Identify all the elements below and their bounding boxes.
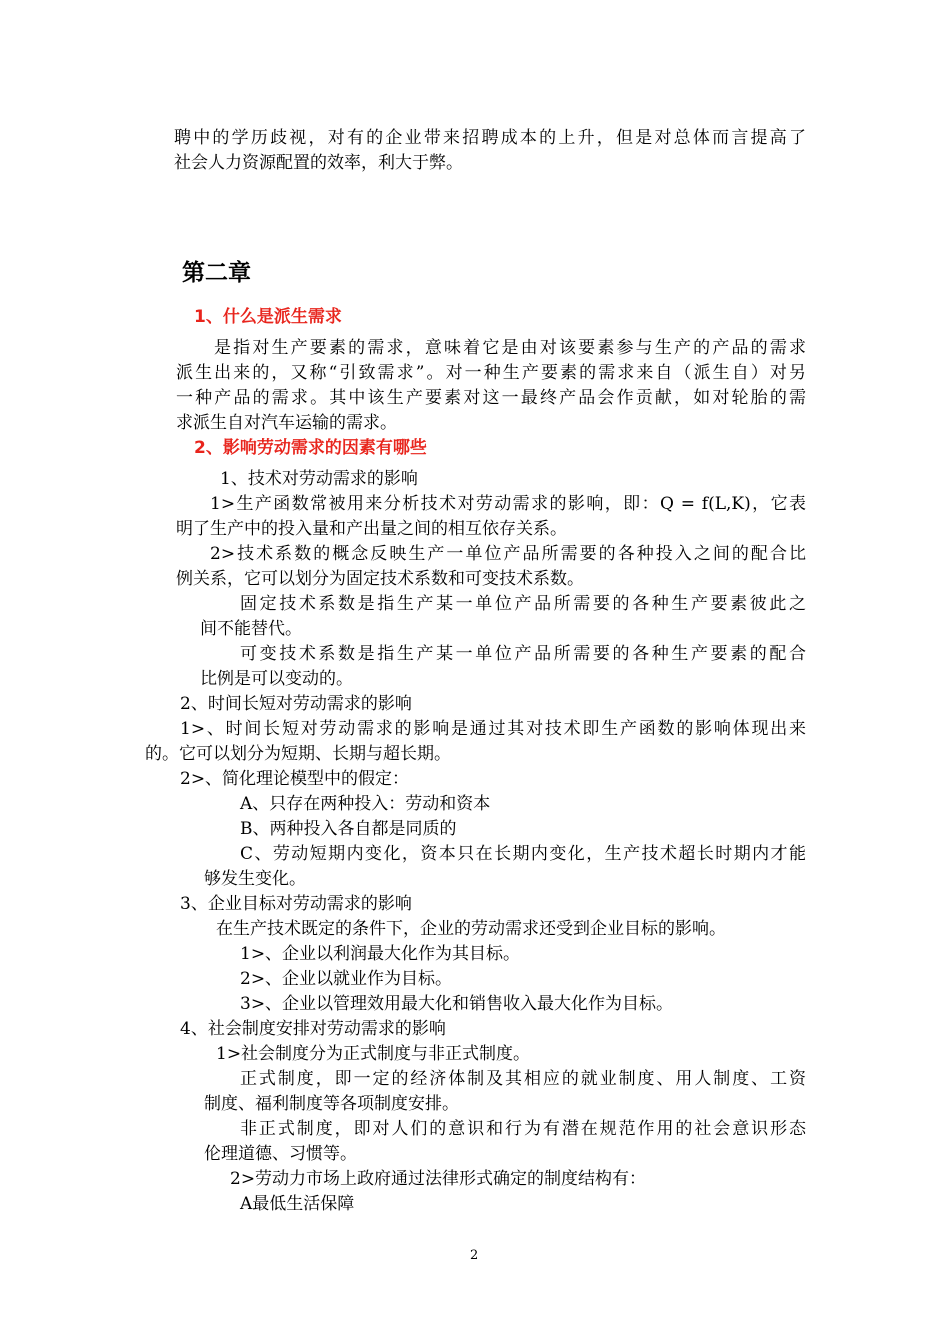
chapter-title: 第二章 bbox=[182, 260, 251, 286]
paragraph-line: 2>技术系数的概念反映生产一单位产品所需要的各种投入之间的配合比 bbox=[210, 544, 806, 564]
paragraph-line: 间不能替代。 bbox=[200, 619, 302, 639]
section-heading: 2、影响劳动需求的因素有哪些 bbox=[194, 438, 427, 458]
paragraph-line: 制度、福利制度等各项制度安排。 bbox=[204, 1094, 459, 1114]
paragraph-line: 够发生变化。 bbox=[204, 869, 306, 889]
paragraph-line: 在生产技术既定的条件下，企业的劳动需求还受到企业目标的影响。 bbox=[216, 919, 726, 939]
paragraph-line: C、劳动短期内变化，资本只在长期内变化，生产技术超长时期内才能 bbox=[240, 844, 806, 864]
paragraph-line: 一种产品的需求。其中该生产要素对这一最终产品会作贡献，如对轮胎的需 bbox=[176, 388, 806, 408]
paragraph-line: 1>生产函数常被用来分析技术对劳动需求的影响，即：Q = f(L,K)，它表 bbox=[210, 494, 806, 514]
paragraph-line: 可变技术系数是指生产某一单位产品所需要的各种生产要素的配合 bbox=[240, 644, 806, 664]
page-number: 2 bbox=[470, 1248, 479, 1263]
paragraph-line: B、两种投入各自都是同质的 bbox=[240, 819, 457, 839]
paragraph-line: 2>劳动力市场上政府通过法律形式确定的制度结构有： bbox=[230, 1169, 647, 1189]
paragraph-line: 派生出来的，又称“引致需求”。对一种生产要素的需求来自（派生自）对另 bbox=[176, 363, 806, 383]
paragraph-line: 2>、企业以就业作为目标。 bbox=[240, 969, 453, 989]
paragraph-line: 社会人力资源配置的效率，利大于弊。 bbox=[174, 153, 463, 173]
section-heading: 1、什么是派生需求 bbox=[194, 307, 342, 327]
paragraph-line: 3、企业目标对劳动需求的影响 bbox=[180, 894, 412, 914]
paragraph-line: 求派生自对汽车运输的需求。 bbox=[176, 413, 397, 433]
paragraph-line: 例关系，它可以划分为固定技术系数和可变技术系数。 bbox=[176, 569, 584, 589]
paragraph-line: 比例是可以变动的。 bbox=[200, 669, 353, 689]
paragraph-line: 1>、企业以利润最大化作为其目标。 bbox=[240, 944, 521, 964]
paragraph-line: 明了生产中的投入量和产出量之间的相互依存关系。 bbox=[176, 519, 567, 539]
paragraph-line: 伦理道德、习惯等。 bbox=[204, 1144, 357, 1164]
paragraph-line: 2>、简化理论模型中的假定： bbox=[180, 769, 410, 789]
paragraph-line: 1>社会制度分为正式制度与非正式制度。 bbox=[216, 1044, 531, 1064]
paragraph-line: 的。它可以划分为短期、长期与超长期。 bbox=[145, 744, 451, 764]
paragraph-line: 2、时间长短对劳动需求的影响 bbox=[180, 694, 412, 714]
paragraph-line: 4、社会制度安排对劳动需求的影响 bbox=[180, 1019, 446, 1039]
paragraph-line: 1、技术对劳动需求的影响 bbox=[220, 469, 418, 489]
paragraph-line: 3>、企业以管理效用最大化和销售收入最大化作为目标。 bbox=[240, 994, 674, 1014]
paragraph-line: A最低生活保障 bbox=[240, 1194, 355, 1214]
paragraph-line: 1>、时间长短对劳动需求的影响是通过其对技术即生产函数的影响体现出来 bbox=[180, 719, 806, 739]
paragraph-line: A、只存在两种投入：劳动和资本 bbox=[240, 794, 491, 814]
paragraph-line: 聘中的学历歧视，对有的企业带来招聘成本的上升，但是对总体而言提高了 bbox=[174, 128, 806, 148]
paragraph-line: 正式制度，即一定的经济体制及其相应的就业制度、用人制度、工资 bbox=[240, 1069, 806, 1089]
paragraph-line: 非正式制度，即对人们的意识和行为有潜在规范作用的社会意识形态 bbox=[240, 1119, 806, 1139]
paragraph-line: 是指对生产要素的需求，意味着它是由对该要素参与生产的产品的需求 bbox=[214, 338, 806, 358]
paragraph-line: 固定技术系数是指生产某一单位产品所需要的各种生产要素彼此之 bbox=[240, 594, 806, 614]
